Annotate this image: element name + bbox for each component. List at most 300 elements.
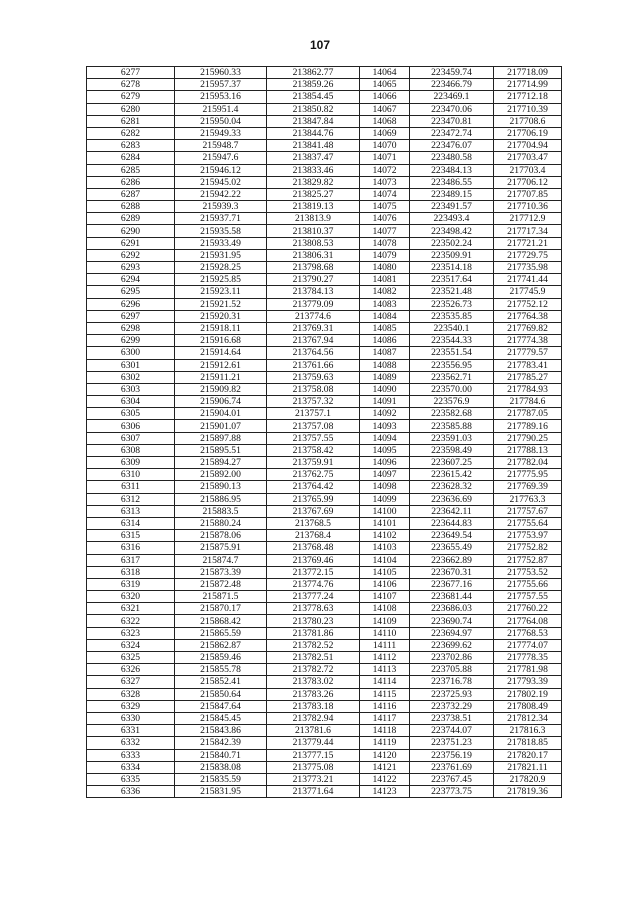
table-row bbox=[87, 712, 562, 724]
point-number-right-cell: 14110 bbox=[360, 627, 410, 639]
table-row bbox=[87, 725, 562, 737]
x-coordinate-left-cell: 215916.68 bbox=[175, 335, 267, 347]
x-coordinate-right-cell: 223544.33 bbox=[410, 335, 494, 347]
point-number-right-cell: 14107 bbox=[360, 591, 410, 603]
x-coordinate-left-cell: 215960.33 bbox=[175, 67, 267, 79]
y-coordinate-left-cell: 213768.5 bbox=[267, 517, 360, 529]
x-coordinate-left-cell: 215946.12 bbox=[175, 164, 267, 176]
table-row bbox=[87, 249, 562, 261]
point-number-left-cell: 6283 bbox=[87, 140, 175, 152]
table-row bbox=[87, 359, 562, 371]
y-coordinate-right-cell: 217775.95 bbox=[494, 469, 562, 481]
table-row bbox=[87, 201, 562, 213]
point-number-left-cell: 6279 bbox=[87, 91, 175, 103]
x-coordinate-right-cell: 223744.07 bbox=[410, 725, 494, 737]
y-coordinate-left-cell: 213859.26 bbox=[267, 79, 360, 91]
table-row bbox=[87, 188, 562, 200]
point-number-left-cell: 6280 bbox=[87, 103, 175, 115]
table-row bbox=[87, 664, 562, 676]
point-number-right-cell: 14100 bbox=[360, 505, 410, 517]
point-number-right-cell: 14085 bbox=[360, 322, 410, 334]
y-coordinate-left-cell: 213758.42 bbox=[267, 444, 360, 456]
table-row bbox=[87, 676, 562, 688]
point-number-left-cell: 6316 bbox=[87, 542, 175, 554]
point-number-right-cell: 14121 bbox=[360, 761, 410, 773]
x-coordinate-left-cell: 215925.85 bbox=[175, 274, 267, 286]
table-row bbox=[87, 91, 562, 103]
x-coordinate-left-cell: 215914.64 bbox=[175, 347, 267, 359]
x-coordinate-left-cell: 215865.59 bbox=[175, 627, 267, 639]
x-coordinate-right-cell: 223773.75 bbox=[410, 786, 494, 798]
x-coordinate-left-cell: 215838.08 bbox=[175, 761, 267, 773]
table-row bbox=[87, 371, 562, 383]
table-row bbox=[87, 761, 562, 773]
table-row bbox=[87, 737, 562, 749]
y-coordinate-right-cell: 217784.6 bbox=[494, 396, 562, 408]
y-coordinate-left-cell: 213783.26 bbox=[267, 688, 360, 700]
y-coordinate-left-cell: 213806.31 bbox=[267, 249, 360, 261]
x-coordinate-right-cell: 223551.54 bbox=[410, 347, 494, 359]
y-coordinate-left-cell: 213779.44 bbox=[267, 737, 360, 749]
table-row bbox=[87, 542, 562, 554]
table-row bbox=[87, 79, 562, 91]
table-row bbox=[87, 225, 562, 237]
x-coordinate-right-cell: 223644.83 bbox=[410, 517, 494, 529]
x-coordinate-right-cell: 223649.54 bbox=[410, 530, 494, 542]
x-coordinate-left-cell: 215906.74 bbox=[175, 396, 267, 408]
x-coordinate-left-cell: 215897.88 bbox=[175, 432, 267, 444]
y-coordinate-right-cell: 217820.17 bbox=[494, 749, 562, 761]
point-number-left-cell: 6321 bbox=[87, 603, 175, 615]
y-coordinate-left-cell: 213850.82 bbox=[267, 103, 360, 115]
y-coordinate-left-cell: 213773.21 bbox=[267, 773, 360, 785]
x-coordinate-left-cell: 215935.58 bbox=[175, 225, 267, 237]
point-number-right-cell: 14119 bbox=[360, 737, 410, 749]
point-number-right-cell: 14105 bbox=[360, 566, 410, 578]
table-row bbox=[87, 103, 562, 115]
y-coordinate-right-cell: 217757.67 bbox=[494, 505, 562, 517]
point-number-left-cell: 6309 bbox=[87, 457, 175, 469]
x-coordinate-right-cell: 223469.1 bbox=[410, 91, 494, 103]
point-number-left-cell: 6292 bbox=[87, 249, 175, 261]
point-number-right-cell: 14080 bbox=[360, 262, 410, 274]
table-row bbox=[87, 505, 562, 517]
y-coordinate-left-cell: 213783.02 bbox=[267, 676, 360, 688]
point-number-left-cell: 6313 bbox=[87, 505, 175, 517]
y-coordinate-left-cell: 213782.94 bbox=[267, 712, 360, 724]
x-coordinate-right-cell: 223576.9 bbox=[410, 396, 494, 408]
y-coordinate-right-cell: 217710.39 bbox=[494, 103, 562, 115]
y-coordinate-right-cell: 217706.19 bbox=[494, 127, 562, 139]
point-number-right-cell: 14090 bbox=[360, 383, 410, 395]
table-row bbox=[87, 432, 562, 444]
y-coordinate-right-cell: 217790.25 bbox=[494, 432, 562, 444]
point-number-right-cell: 14074 bbox=[360, 188, 410, 200]
point-number-left-cell: 6297 bbox=[87, 310, 175, 322]
y-coordinate-left-cell: 213847.84 bbox=[267, 115, 360, 127]
point-number-right-cell: 14116 bbox=[360, 700, 410, 712]
point-number-left-cell: 6333 bbox=[87, 749, 175, 761]
x-coordinate-left-cell: 215868.42 bbox=[175, 615, 267, 627]
point-number-left-cell: 6315 bbox=[87, 530, 175, 542]
x-coordinate-left-cell: 215939.3 bbox=[175, 201, 267, 213]
x-coordinate-left-cell: 215948.7 bbox=[175, 140, 267, 152]
x-coordinate-right-cell: 223705.88 bbox=[410, 664, 494, 676]
y-coordinate-right-cell: 217712.9 bbox=[494, 213, 562, 225]
y-coordinate-left-cell: 213862.77 bbox=[267, 67, 360, 79]
point-number-left-cell: 6334 bbox=[87, 761, 175, 773]
x-coordinate-right-cell: 223655.49 bbox=[410, 542, 494, 554]
point-number-left-cell: 6294 bbox=[87, 274, 175, 286]
x-coordinate-left-cell: 215895.51 bbox=[175, 444, 267, 456]
x-coordinate-right-cell: 223466.79 bbox=[410, 79, 494, 91]
table-row bbox=[87, 322, 562, 334]
point-number-left-cell: 6302 bbox=[87, 371, 175, 383]
y-coordinate-right-cell: 217721.21 bbox=[494, 237, 562, 249]
y-coordinate-left-cell: 213774.76 bbox=[267, 578, 360, 590]
y-coordinate-right-cell: 217752.87 bbox=[494, 554, 562, 566]
point-number-left-cell: 6291 bbox=[87, 237, 175, 249]
x-coordinate-right-cell: 223751.23 bbox=[410, 737, 494, 749]
point-number-right-cell: 14065 bbox=[360, 79, 410, 91]
point-number-right-cell: 14104 bbox=[360, 554, 410, 566]
x-coordinate-right-cell: 223716.78 bbox=[410, 676, 494, 688]
y-coordinate-left-cell: 213854.45 bbox=[267, 91, 360, 103]
x-coordinate-right-cell: 223498.42 bbox=[410, 225, 494, 237]
table-row bbox=[87, 517, 562, 529]
x-coordinate-left-cell: 215855.78 bbox=[175, 664, 267, 676]
point-number-left-cell: 6318 bbox=[87, 566, 175, 578]
y-coordinate-left-cell: 213761.66 bbox=[267, 359, 360, 371]
x-coordinate-right-cell: 223699.62 bbox=[410, 639, 494, 651]
point-number-right-cell: 14095 bbox=[360, 444, 410, 456]
y-coordinate-left-cell: 213779.09 bbox=[267, 298, 360, 310]
x-coordinate-right-cell: 223738.51 bbox=[410, 712, 494, 724]
point-number-right-cell: 14106 bbox=[360, 578, 410, 590]
point-number-right-cell: 14093 bbox=[360, 420, 410, 432]
x-coordinate-left-cell: 215950.04 bbox=[175, 115, 267, 127]
table-row bbox=[87, 773, 562, 785]
table-row bbox=[87, 639, 562, 651]
y-coordinate-left-cell: 213765.99 bbox=[267, 493, 360, 505]
y-coordinate-right-cell: 217769.82 bbox=[494, 322, 562, 334]
table-row bbox=[87, 700, 562, 712]
point-number-left-cell: 6308 bbox=[87, 444, 175, 456]
point-number-left-cell: 6317 bbox=[87, 554, 175, 566]
point-number-right-cell: 14117 bbox=[360, 712, 410, 724]
x-coordinate-right-cell: 223591.03 bbox=[410, 432, 494, 444]
y-coordinate-right-cell: 217708.6 bbox=[494, 115, 562, 127]
y-coordinate-left-cell: 213819.13 bbox=[267, 201, 360, 213]
y-coordinate-right-cell: 217778.35 bbox=[494, 652, 562, 664]
point-number-left-cell: 6293 bbox=[87, 262, 175, 274]
x-coordinate-right-cell: 223459.74 bbox=[410, 67, 494, 79]
x-coordinate-right-cell: 223761.69 bbox=[410, 761, 494, 773]
point-number-right-cell: 14084 bbox=[360, 310, 410, 322]
table-row bbox=[87, 408, 562, 420]
y-coordinate-left-cell: 213782.52 bbox=[267, 639, 360, 651]
x-coordinate-right-cell: 223607.25 bbox=[410, 457, 494, 469]
x-coordinate-right-cell: 223535.85 bbox=[410, 310, 494, 322]
table-row bbox=[87, 603, 562, 615]
x-coordinate-left-cell: 215852.41 bbox=[175, 676, 267, 688]
point-number-left-cell: 6330 bbox=[87, 712, 175, 724]
y-coordinate-left-cell: 213784.13 bbox=[267, 286, 360, 298]
table-row bbox=[87, 310, 562, 322]
table-row bbox=[87, 152, 562, 164]
y-coordinate-right-cell: 217802.19 bbox=[494, 688, 562, 700]
point-number-right-cell: 14102 bbox=[360, 530, 410, 542]
y-coordinate-right-cell: 217741.44 bbox=[494, 274, 562, 286]
point-number-right-cell: 14081 bbox=[360, 274, 410, 286]
x-coordinate-right-cell: 223756.19 bbox=[410, 749, 494, 761]
point-number-right-cell: 14099 bbox=[360, 493, 410, 505]
x-coordinate-left-cell: 215873.39 bbox=[175, 566, 267, 578]
y-coordinate-right-cell: 217753.97 bbox=[494, 530, 562, 542]
y-coordinate-left-cell: 213767.69 bbox=[267, 505, 360, 517]
y-coordinate-left-cell: 213774.6 bbox=[267, 310, 360, 322]
y-coordinate-right-cell: 217764.08 bbox=[494, 615, 562, 627]
x-coordinate-left-cell: 215892.00 bbox=[175, 469, 267, 481]
y-coordinate-right-cell: 217764.38 bbox=[494, 310, 562, 322]
point-number-right-cell: 14112 bbox=[360, 652, 410, 664]
y-coordinate-right-cell: 217820.9 bbox=[494, 773, 562, 785]
point-number-right-cell: 14118 bbox=[360, 725, 410, 737]
y-coordinate-left-cell: 213829.82 bbox=[267, 176, 360, 188]
point-number-left-cell: 6298 bbox=[87, 322, 175, 334]
table-row bbox=[87, 67, 562, 79]
table-row bbox=[87, 127, 562, 139]
y-coordinate-right-cell: 217706.12 bbox=[494, 176, 562, 188]
y-coordinate-right-cell: 217704.94 bbox=[494, 140, 562, 152]
point-number-left-cell: 6295 bbox=[87, 286, 175, 298]
y-coordinate-right-cell: 217745.9 bbox=[494, 286, 562, 298]
point-number-left-cell: 6282 bbox=[87, 127, 175, 139]
y-coordinate-right-cell: 217774.07 bbox=[494, 639, 562, 651]
y-coordinate-left-cell: 213768.4 bbox=[267, 530, 360, 542]
point-number-left-cell: 6310 bbox=[87, 469, 175, 481]
point-number-left-cell: 6287 bbox=[87, 188, 175, 200]
y-coordinate-left-cell: 213844.76 bbox=[267, 127, 360, 139]
x-coordinate-left-cell: 215886.95 bbox=[175, 493, 267, 505]
x-coordinate-right-cell: 223484.13 bbox=[410, 164, 494, 176]
table-row bbox=[87, 615, 562, 627]
point-number-right-cell: 14101 bbox=[360, 517, 410, 529]
y-coordinate-right-cell: 217818.85 bbox=[494, 737, 562, 749]
x-coordinate-right-cell: 223540.1 bbox=[410, 322, 494, 334]
point-number-left-cell: 6324 bbox=[87, 639, 175, 651]
point-number-left-cell: 6303 bbox=[87, 383, 175, 395]
y-coordinate-left-cell: 213798.68 bbox=[267, 262, 360, 274]
x-coordinate-left-cell: 215842.39 bbox=[175, 737, 267, 749]
y-coordinate-left-cell: 213777.15 bbox=[267, 749, 360, 761]
x-coordinate-left-cell: 215942.22 bbox=[175, 188, 267, 200]
point-number-right-cell: 14108 bbox=[360, 603, 410, 615]
y-coordinate-left-cell: 213781.86 bbox=[267, 627, 360, 639]
x-coordinate-left-cell: 215911.21 bbox=[175, 371, 267, 383]
table-row bbox=[87, 591, 562, 603]
y-coordinate-left-cell: 213757.55 bbox=[267, 432, 360, 444]
x-coordinate-left-cell: 215870.17 bbox=[175, 603, 267, 615]
x-coordinate-right-cell: 223480.58 bbox=[410, 152, 494, 164]
point-number-left-cell: 6289 bbox=[87, 213, 175, 225]
x-coordinate-right-cell: 223725.93 bbox=[410, 688, 494, 700]
point-number-right-cell: 14097 bbox=[360, 469, 410, 481]
y-coordinate-left-cell: 213762.75 bbox=[267, 469, 360, 481]
x-coordinate-left-cell: 215840.71 bbox=[175, 749, 267, 761]
y-coordinate-right-cell: 217781.98 bbox=[494, 664, 562, 676]
point-number-right-cell: 14089 bbox=[360, 371, 410, 383]
x-coordinate-right-cell: 223509.91 bbox=[410, 249, 494, 261]
table-row bbox=[87, 383, 562, 395]
y-coordinate-right-cell: 217779.57 bbox=[494, 347, 562, 359]
x-coordinate-left-cell: 215953.16 bbox=[175, 91, 267, 103]
point-number-left-cell: 6326 bbox=[87, 664, 175, 676]
y-coordinate-left-cell: 213837.47 bbox=[267, 152, 360, 164]
point-number-right-cell: 14073 bbox=[360, 176, 410, 188]
point-number-right-cell: 14082 bbox=[360, 286, 410, 298]
point-number-left-cell: 6325 bbox=[87, 652, 175, 664]
table-row bbox=[87, 286, 562, 298]
y-coordinate-left-cell: 213778.63 bbox=[267, 603, 360, 615]
table-row bbox=[87, 274, 562, 286]
table-row bbox=[87, 627, 562, 639]
x-coordinate-left-cell: 215921.52 bbox=[175, 298, 267, 310]
x-coordinate-left-cell: 215875.91 bbox=[175, 542, 267, 554]
y-coordinate-right-cell: 217787.05 bbox=[494, 408, 562, 420]
y-coordinate-left-cell: 213767.94 bbox=[267, 335, 360, 347]
point-number-right-cell: 14075 bbox=[360, 201, 410, 213]
point-number-right-cell: 14069 bbox=[360, 127, 410, 139]
x-coordinate-right-cell: 223493.4 bbox=[410, 213, 494, 225]
point-number-right-cell: 14114 bbox=[360, 676, 410, 688]
x-coordinate-left-cell: 215862.87 bbox=[175, 639, 267, 651]
y-coordinate-left-cell: 213813.9 bbox=[267, 213, 360, 225]
point-number-left-cell: 6300 bbox=[87, 347, 175, 359]
x-coordinate-right-cell: 223694.97 bbox=[410, 627, 494, 639]
x-coordinate-right-cell: 223642.11 bbox=[410, 505, 494, 517]
y-coordinate-left-cell: 213768.48 bbox=[267, 542, 360, 554]
x-coordinate-left-cell: 215957.37 bbox=[175, 79, 267, 91]
y-coordinate-right-cell: 217729.75 bbox=[494, 249, 562, 261]
table-row bbox=[87, 469, 562, 481]
y-coordinate-left-cell: 213775.08 bbox=[267, 761, 360, 773]
y-coordinate-right-cell: 217752.82 bbox=[494, 542, 562, 554]
table-row bbox=[87, 420, 562, 432]
point-number-right-cell: 14066 bbox=[360, 91, 410, 103]
table-row bbox=[87, 444, 562, 456]
y-coordinate-right-cell: 217710.36 bbox=[494, 201, 562, 213]
point-number-left-cell: 6329 bbox=[87, 700, 175, 712]
y-coordinate-left-cell: 213782.51 bbox=[267, 652, 360, 664]
y-coordinate-left-cell: 213764.56 bbox=[267, 347, 360, 359]
x-coordinate-right-cell: 223662.89 bbox=[410, 554, 494, 566]
point-number-right-cell: 14072 bbox=[360, 164, 410, 176]
x-coordinate-right-cell: 223670.31 bbox=[410, 566, 494, 578]
x-coordinate-right-cell: 223476.07 bbox=[410, 140, 494, 152]
x-coordinate-right-cell: 223502.24 bbox=[410, 237, 494, 249]
y-coordinate-right-cell: 217703.4 bbox=[494, 164, 562, 176]
point-number-left-cell: 6307 bbox=[87, 432, 175, 444]
y-coordinate-left-cell: 213769.31 bbox=[267, 322, 360, 334]
x-coordinate-left-cell: 215933.49 bbox=[175, 237, 267, 249]
x-coordinate-right-cell: 223598.49 bbox=[410, 444, 494, 456]
table-row bbox=[87, 481, 562, 493]
y-coordinate-right-cell: 217735.98 bbox=[494, 262, 562, 274]
y-coordinate-right-cell: 217760.22 bbox=[494, 603, 562, 615]
x-coordinate-left-cell: 215872.48 bbox=[175, 578, 267, 590]
point-number-right-cell: 14091 bbox=[360, 396, 410, 408]
point-number-right-cell: 14103 bbox=[360, 542, 410, 554]
table-row bbox=[87, 493, 562, 505]
x-coordinate-right-cell: 223472.74 bbox=[410, 127, 494, 139]
x-coordinate-left-cell: 215918.11 bbox=[175, 322, 267, 334]
point-number-left-cell: 6312 bbox=[87, 493, 175, 505]
point-number-left-cell: 6306 bbox=[87, 420, 175, 432]
point-number-left-cell: 6336 bbox=[87, 786, 175, 798]
x-coordinate-right-cell: 223690.74 bbox=[410, 615, 494, 627]
table-row bbox=[87, 530, 562, 542]
y-coordinate-left-cell: 213790.27 bbox=[267, 274, 360, 286]
table-row bbox=[87, 262, 562, 274]
point-number-left-cell: 6281 bbox=[87, 115, 175, 127]
point-number-left-cell: 6320 bbox=[87, 591, 175, 603]
y-coordinate-left-cell: 213764.42 bbox=[267, 481, 360, 493]
point-number-right-cell: 14122 bbox=[360, 773, 410, 785]
point-number-left-cell: 6290 bbox=[87, 225, 175, 237]
y-coordinate-right-cell: 217819.36 bbox=[494, 786, 562, 798]
point-number-right-cell: 14068 bbox=[360, 115, 410, 127]
point-number-left-cell: 6335 bbox=[87, 773, 175, 785]
table-row bbox=[87, 578, 562, 590]
point-number-left-cell: 6296 bbox=[87, 298, 175, 310]
y-coordinate-right-cell: 217769.39 bbox=[494, 481, 562, 493]
x-coordinate-left-cell: 215894.27 bbox=[175, 457, 267, 469]
point-number-right-cell: 14077 bbox=[360, 225, 410, 237]
table-row bbox=[87, 749, 562, 761]
page-number: 107 bbox=[309, 38, 331, 52]
point-number-right-cell: 14078 bbox=[360, 237, 410, 249]
y-coordinate-right-cell: 217793.39 bbox=[494, 676, 562, 688]
y-coordinate-left-cell: 213759.63 bbox=[267, 371, 360, 383]
point-number-left-cell: 6305 bbox=[87, 408, 175, 420]
y-coordinate-right-cell: 217782.04 bbox=[494, 457, 562, 469]
x-coordinate-left-cell: 215880.24 bbox=[175, 517, 267, 529]
point-number-left-cell: 6319 bbox=[87, 578, 175, 590]
y-coordinate-right-cell: 217707.85 bbox=[494, 188, 562, 200]
y-coordinate-right-cell: 217755.64 bbox=[494, 517, 562, 529]
x-coordinate-left-cell: 215928.25 bbox=[175, 262, 267, 274]
y-coordinate-right-cell: 217785.27 bbox=[494, 371, 562, 383]
point-number-left-cell: 6311 bbox=[87, 481, 175, 493]
point-number-left-cell: 6328 bbox=[87, 688, 175, 700]
y-coordinate-right-cell: 217774.38 bbox=[494, 335, 562, 347]
point-number-right-cell: 14070 bbox=[360, 140, 410, 152]
y-coordinate-right-cell: 217703.47 bbox=[494, 152, 562, 164]
table-row bbox=[87, 176, 562, 188]
y-coordinate-left-cell: 213758.08 bbox=[267, 383, 360, 395]
x-coordinate-right-cell: 223486.55 bbox=[410, 176, 494, 188]
y-coordinate-right-cell: 217763.3 bbox=[494, 493, 562, 505]
x-coordinate-left-cell: 215909.82 bbox=[175, 383, 267, 395]
y-coordinate-left-cell: 213772.15 bbox=[267, 566, 360, 578]
x-coordinate-right-cell: 223526.73 bbox=[410, 298, 494, 310]
table-row bbox=[87, 554, 562, 566]
point-number-right-cell: 14094 bbox=[360, 432, 410, 444]
y-coordinate-right-cell: 217753.52 bbox=[494, 566, 562, 578]
y-coordinate-right-cell: 217808.49 bbox=[494, 700, 562, 712]
y-coordinate-left-cell: 213777.24 bbox=[267, 591, 360, 603]
